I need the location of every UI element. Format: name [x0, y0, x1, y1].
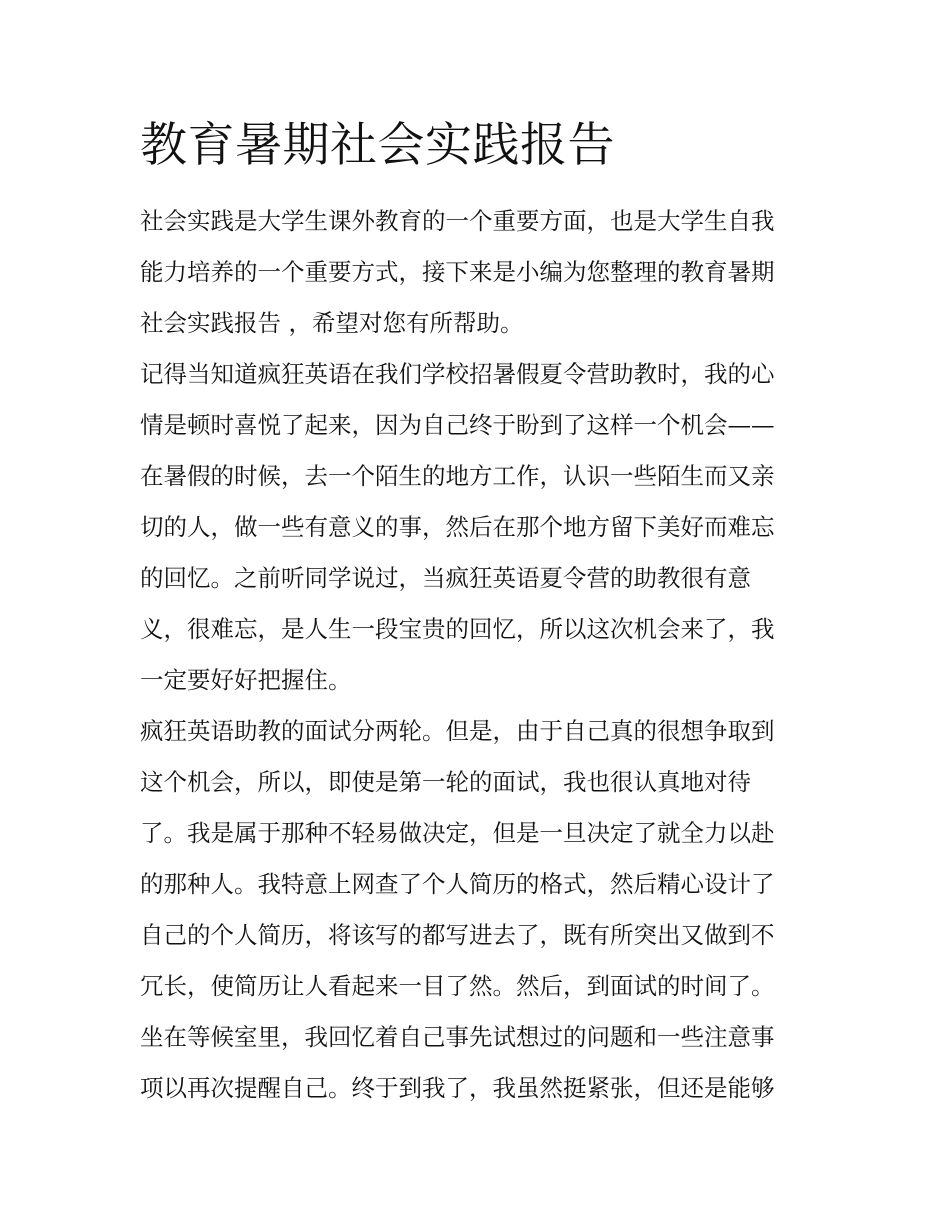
body-line: 情是顿时喜悦了起来，因为自己终于盼到了这样一个机会——: [140, 411, 775, 439]
body-line: 义，很难忘，是人生一段宝贵的回忆，所以这次机会来了，我: [140, 615, 775, 643]
body-line: 坐在等候室里，我回忆着自己事先试想过的问题和一些注意事: [140, 1023, 775, 1051]
document-body: [140, 196, 820, 1114]
body-line: 切的人，做一些有意义的事，然后在那个地方留下美好而难忘: [140, 513, 775, 541]
body-line: 疯狂英语助教的面试分两轮。但是，由于自己真的很想争取到: [140, 717, 775, 745]
body-line: 项以再次提醒自己。终于到我了，我虽然挺紧张，但还是能够: [140, 1074, 775, 1102]
body-line: 在暑假的时候，去一个陌生的地方工作，认识一些陌生而又亲: [140, 462, 775, 490]
body-line: 一定要好好把握住。: [140, 666, 352, 694]
document-title: 教育暑期社会实践报告: [140, 118, 615, 173]
body-line: 社会实践报告 ，希望对您有所帮助。: [140, 309, 524, 337]
body-line: 自己的个人简历，将该写的都写进去了，既有所突出又做到不: [140, 921, 775, 949]
body-line: 的那种人。我特意上网查了个人简历的格式，然后精心设计了: [140, 870, 775, 898]
body-line: 记得当知道疯狂英语在我们学校招暑假夏令营助教时，我的心: [140, 360, 775, 388]
body-line: 了。我是属于那种不轻易做决定，但是一旦决定了就全力以赴: [140, 819, 775, 847]
body-line: 社会实践是大学生课外教育的一个重要方面，也是大学生自我: [140, 207, 775, 235]
body-line: 的回忆。之前听同学说过，当疯狂英语夏令营的助教很有意: [140, 564, 751, 592]
body-line: 这个机会，所以，即使是第一轮的面试，我也很认真地对待: [140, 768, 751, 796]
body-line: 冗长，使简历让人看起来一目了然。然后，到面试的时间了。: [140, 972, 775, 1000]
body-line: 能力培养的一个重要方式，接下来是小编为您整理的教育暑期: [140, 258, 775, 286]
